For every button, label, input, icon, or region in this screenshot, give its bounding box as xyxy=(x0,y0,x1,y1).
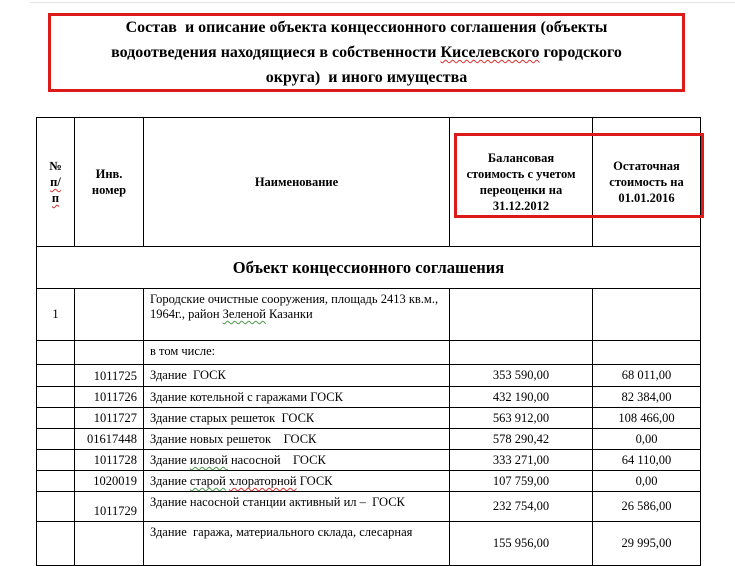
cell-row-number xyxy=(37,341,75,365)
table-header-row xyxy=(37,118,701,247)
text-segment: городского xyxy=(539,44,622,61)
cell-name xyxy=(144,429,450,450)
cell-balance-value xyxy=(450,341,593,365)
cell-balance-value xyxy=(450,289,593,341)
cell-row-number xyxy=(37,522,75,566)
text-segment: № xyxy=(49,159,62,173)
table-row xyxy=(37,341,701,365)
spellcheck-flagged-word: п/п xyxy=(50,175,61,205)
cell-name xyxy=(144,492,450,522)
cell-balance-value: 333 271,00 xyxy=(450,450,593,471)
table-body xyxy=(37,289,701,566)
cell-inv-number xyxy=(75,289,144,341)
table-row xyxy=(37,471,701,492)
table-row xyxy=(37,429,701,450)
cell-name xyxy=(144,522,450,566)
cell-residual-value xyxy=(593,289,701,341)
cell-name xyxy=(144,450,450,471)
cell-inv-number: 01617448 xyxy=(75,429,144,450)
cell-balance-value: 578 290,42 xyxy=(450,429,593,450)
cell-residual-value: 82 384,00 xyxy=(593,387,701,408)
text-segment: округа) и иного имущества xyxy=(265,69,468,86)
text-segment: Здание новых решеток ГОСК xyxy=(150,432,317,446)
text-segment: Инв. номер xyxy=(91,167,127,197)
text-segment: Здание котельной с гаражами ГОСК xyxy=(150,390,343,404)
cell-inv-number: 1020019 xyxy=(75,471,144,492)
cell-name xyxy=(144,408,450,429)
text-segment: водоотведения находящиеся в собственности xyxy=(111,44,441,61)
cell-inv-number xyxy=(75,341,144,365)
text-segment: Здание насосной станции активный ил – ГОСК xyxy=(150,495,405,509)
page-top-divider xyxy=(30,2,735,3)
cell-residual-value xyxy=(593,341,701,365)
table-row xyxy=(37,450,701,471)
cell-name xyxy=(144,387,450,408)
spellcheck-flagged-word: иловой xyxy=(189,453,228,467)
spellcheck-flagged-word: хлораторной xyxy=(228,474,297,488)
cell-inv-number xyxy=(75,522,144,566)
text-segment: Здание ГОСК xyxy=(150,368,226,382)
cell-inv-number: 1011729 xyxy=(75,492,144,522)
table-row xyxy=(37,289,701,341)
table-row xyxy=(37,492,701,522)
table-row xyxy=(37,522,701,566)
text-segment: насосной ГОСК xyxy=(227,453,326,467)
cell-residual-value: 68 011,00 xyxy=(593,365,701,387)
text-segment: Здание xyxy=(150,453,190,467)
document-title-box xyxy=(48,13,685,92)
cell-row-number xyxy=(37,450,75,471)
cell-balance-value: 155 956,00 xyxy=(450,522,593,566)
cell-inv-number: 1011728 xyxy=(75,450,144,471)
spellcheck-flagged-word: старой xyxy=(189,474,226,488)
spellcheck-flagged-word: Зеленой xyxy=(222,307,266,321)
cell-row-number xyxy=(37,408,75,429)
document-title xyxy=(111,15,622,90)
cell-inv-number: 1011727 xyxy=(75,408,144,429)
cell-row-number: 1 xyxy=(37,289,75,341)
cell-row-number xyxy=(37,387,75,408)
cell-name xyxy=(144,341,450,365)
text-segment: Здание xyxy=(150,474,190,488)
col-header-residual-value xyxy=(593,118,701,247)
text-segment: Балансовая стоимость с учетом переоценки на 31.12.2012 xyxy=(466,151,576,213)
concession-assets-table xyxy=(36,117,701,566)
text-segment: в том числе: xyxy=(150,344,216,358)
cell-balance-value: 563 912,00 xyxy=(450,408,593,429)
text-segment: Казанки xyxy=(265,307,313,321)
col-header-balance-value xyxy=(450,118,593,247)
cell-residual-value: 64 110,00 xyxy=(593,450,701,471)
section-title: Объект концессионного соглашения xyxy=(37,247,701,289)
cell-residual-value: 26 586,00 xyxy=(593,492,701,522)
cell-row-number xyxy=(37,492,75,522)
text-segment: Наименование xyxy=(254,175,339,189)
cell-row-number xyxy=(37,471,75,492)
table-row xyxy=(37,387,701,408)
col-header-num xyxy=(37,118,75,247)
text-segment: Городские очистные сооружения, площадь 2413 кв.м., 1964г., район xyxy=(150,292,445,321)
cell-balance-value: 432 190,00 xyxy=(450,387,593,408)
cell-row-number xyxy=(37,365,75,387)
cell-row-number xyxy=(37,429,75,450)
col-header-name xyxy=(144,118,450,247)
cell-name xyxy=(144,289,450,341)
text-segment: ГОСК xyxy=(296,474,333,488)
cell-balance-value: 353 590,00 xyxy=(450,365,593,387)
text-segment: Здание гаража, материального склада, слесарная xyxy=(150,525,413,539)
cell-name xyxy=(144,471,450,492)
cell-residual-value: 0,00 xyxy=(593,429,701,450)
spellcheck-flagged-word: Киселевского xyxy=(440,44,540,61)
table-row xyxy=(37,365,701,387)
cell-balance-value: 107 759,00 xyxy=(450,471,593,492)
table-row xyxy=(37,408,701,429)
cell-residual-value: 108 466,00 xyxy=(593,408,701,429)
cell-inv-number: 1011726 xyxy=(75,387,144,408)
cell-residual-value: 29 995,00 xyxy=(593,522,701,566)
text-segment: Остаточная стоимость на 01.01.2016 xyxy=(609,159,684,205)
section-header-row xyxy=(37,247,701,289)
cell-balance-value: 232 754,00 xyxy=(450,492,593,522)
text-segment: Здание старых решеток ГОСК xyxy=(150,411,315,425)
cell-inv-number: 1011725 xyxy=(75,365,144,387)
cell-residual-value: 0,00 xyxy=(593,471,701,492)
col-header-inv-number xyxy=(75,118,144,247)
text-segment: Состав и описание объекта концессионного соглашения (объекты xyxy=(125,19,608,36)
cell-name xyxy=(144,365,450,387)
